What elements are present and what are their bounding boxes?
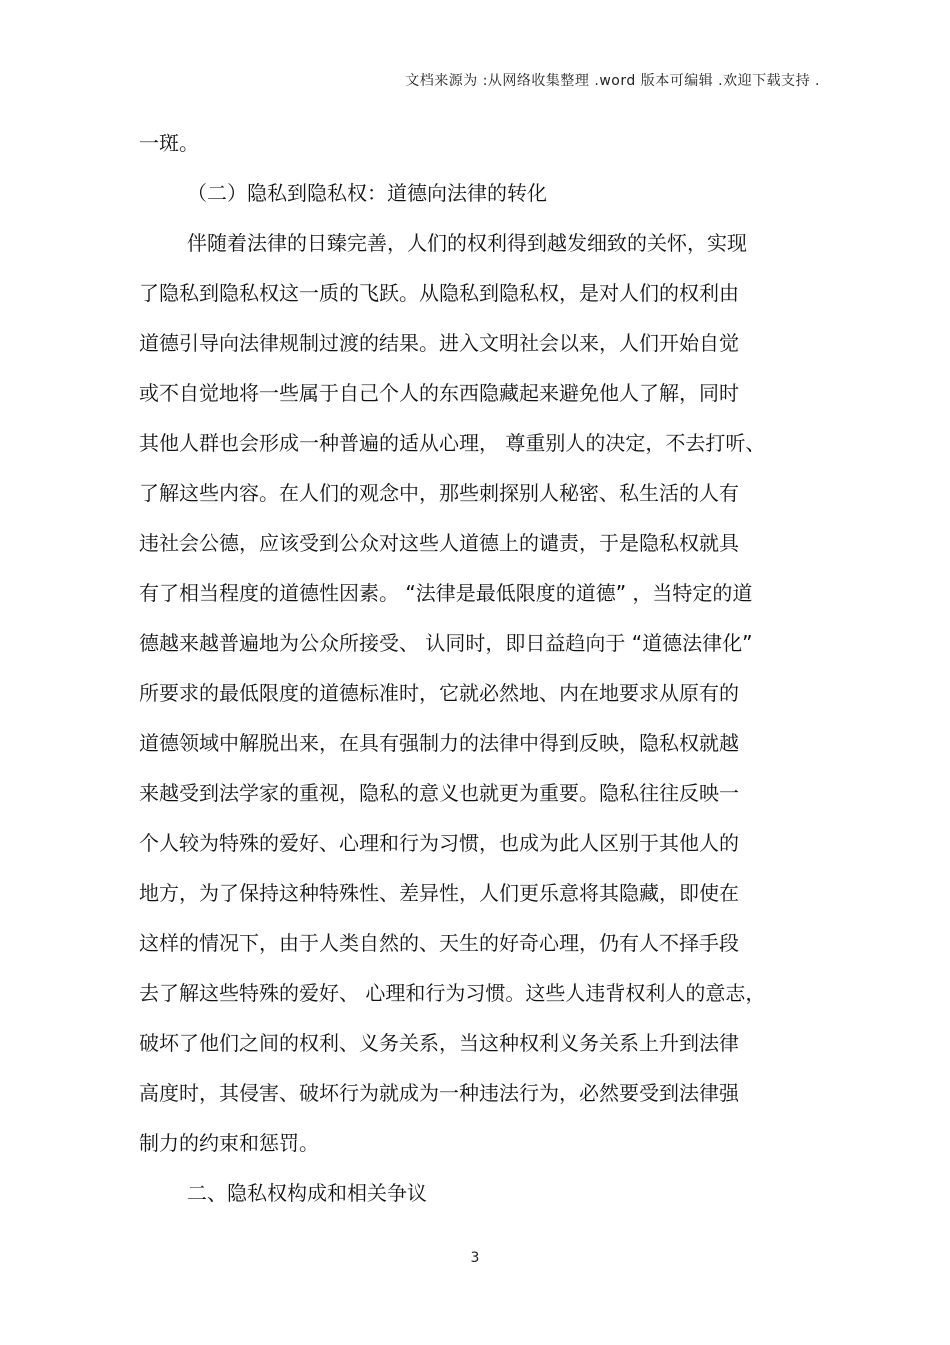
- page-header-note: 文档来源为 :从网络收集整理 .word 版本可编辑 .欢迎下载支持 .: [405, 73, 820, 89]
- page-number: 3: [470, 1250, 480, 1266]
- text-line: 个人较为特殊的爱好、心理和行为习惯，也成为此人区别于其他人的: [139, 831, 739, 855]
- text-line: 这样的情况下，由于人类自然的、天生的好奇心理，仍有人不择手段: [139, 931, 739, 955]
- section-heading: 二、隐私权构成和相关争议: [187, 1181, 427, 1205]
- text-line: 制力的约束和惩罚。: [139, 1131, 319, 1155]
- text-line: 地方，为了保持这种特殊性、差异性，人们更乐意将其隐藏，即使在: [139, 881, 739, 905]
- section-subheading: （二）隐私到隐私权：道德向法律的转化: [187, 181, 547, 205]
- text-line: 或不自觉地将一些属于自己个人的东西隐藏起来避免他人了解，同时: [139, 381, 739, 405]
- text-line: 一斑。: [139, 131, 199, 155]
- text-line: 破坏了他们之间的权利、义务关系，当这种权利义务关系上升到法律: [139, 1031, 739, 1055]
- text-line: 所要求的最低限度的道德标准时，它就必然地、内在地要求从原有的: [139, 681, 739, 705]
- text-line: 伴随着法律的日臻完善，人们的权利得到越发细致的关怀，实现: [187, 231, 747, 255]
- text-line: 高度时，其侵害、破坏行为就成为一种违法行为，必然要受到法律强: [139, 1081, 739, 1105]
- text-line: 道德领域中解脱出来，在具有强制力的法律中得到反映，隐私权就越: [139, 731, 739, 755]
- text-line: 了解这些内容。在人们的观念中，那些刺探别人秘密、私生活的人有: [139, 481, 739, 505]
- text-line: 有了相当程度的道德性因素。 “法律是最低限度的道德” ，当特定的道: [139, 581, 753, 605]
- text-line: 其他人群也会形成一种普遍的适从心理， 尊重别人的决定，不去打听、: [139, 431, 766, 455]
- text-line: 去了解这些特殊的爱好、 心理和行为习惯。这些人违背权利人的意志，: [139, 981, 766, 1005]
- text-line: 了隐私到隐私权这一质的飞跃。从隐私到隐私权，是对人们的权利由: [139, 281, 739, 305]
- text-line: 违社会公德，应该受到公众对这些人道德上的谴责，于是隐私权就具: [139, 531, 739, 555]
- text-line: 道德引导向法律规制过渡的结果。进入文明社会以来，人们开始自觉: [139, 331, 739, 355]
- text-line: 来越受到法学家的重视，隐私的意义也就更为重要。隐私往往反映一: [139, 781, 739, 805]
- text-line: 德越来越普遍地为公众所接受、 认同时，即日益趋向于 “道德法律化”: [139, 631, 753, 655]
